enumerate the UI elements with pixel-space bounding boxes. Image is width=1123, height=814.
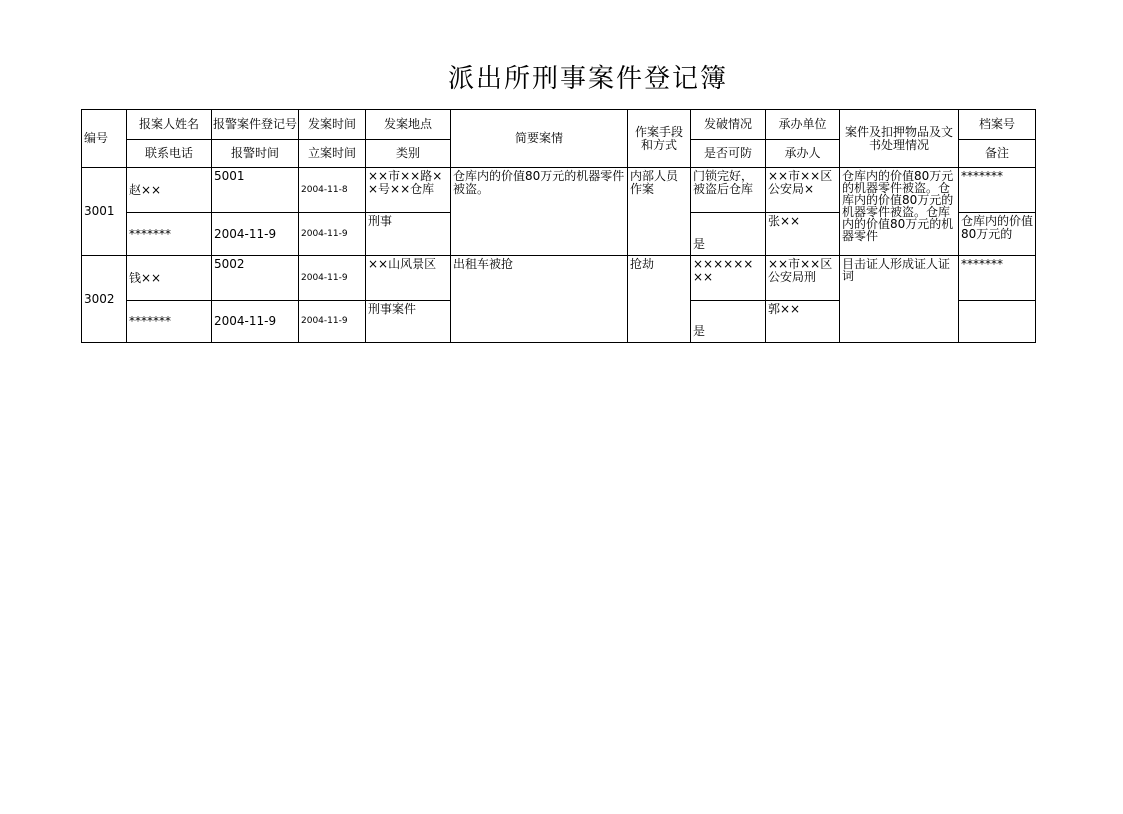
solved-status: ×××××××× — [693, 257, 754, 284]
header-number: 编号 — [84, 131, 109, 145]
header-report-reg-no: 报警案件登记号 — [212, 117, 297, 131]
reporter-name: 钱×× — [129, 270, 162, 285]
archive-no: ******* — [961, 169, 1003, 183]
remarks: 仓库内的价值80万元的 — [961, 214, 1034, 241]
column-divider — [1035, 109, 1036, 343]
header-preventable: 是否可防 — [703, 146, 752, 160]
header-incident-time: 发案时间 — [307, 117, 356, 131]
header-archive-no: 档案号 — [978, 117, 1015, 131]
incident-time: 2004-11-9 — [301, 272, 348, 283]
solved-status: 门锁完好，被盗后仓库 — [693, 169, 754, 196]
case-summary: 仓库内的价值80万元的机器零件被盗。 — [453, 169, 625, 196]
header-report-time: 报警时间 — [230, 146, 279, 160]
contact-phone: ******* — [129, 226, 171, 241]
crime-method: 内部人员作案 — [630, 169, 679, 196]
header-incident-place: 发案地点 — [383, 117, 432, 131]
incident-time: 2004-11-8 — [301, 184, 348, 195]
archive-no: ******* — [961, 257, 1003, 271]
header-filing-time: 立案时间 — [307, 146, 356, 160]
incident-place: ××山风景区 — [368, 257, 437, 271]
header-method: 作案手段和方式 — [634, 124, 683, 152]
report-reg-no: 5001 — [214, 169, 245, 183]
record-number: 3001 — [84, 204, 115, 218]
filing-time: 2004-11-9 — [301, 228, 348, 239]
contact-phone: ******* — [129, 314, 171, 328]
preventable: 是 — [693, 324, 706, 338]
header-handling-unit: 承办单位 — [778, 117, 827, 131]
crime-method: 抢劫 — [630, 257, 655, 271]
report-time: 2004-11-9 — [214, 314, 277, 328]
report-time: 2004-11-9 — [214, 226, 277, 241]
case-handler: 郭×× — [768, 302, 801, 316]
header-category: 类别 — [395, 146, 420, 160]
case-category: 刑事案件 — [368, 302, 417, 316]
row-divider — [81, 342, 1036, 343]
items-handling: 目击证人形成证人证词 — [842, 257, 951, 283]
preventable: 是 — [693, 237, 706, 251]
filing-time: 2004-11-9 — [301, 316, 348, 326]
header-summary: 简要案情 — [514, 131, 563, 145]
header-remarks: 备注 — [984, 146, 1009, 160]
header-phone: 联系电话 — [144, 146, 193, 160]
items-handling: 仓库内的价值80万元的机器零件被盗。仓库内的价值80万元的机器零件被盗。仓库内的价值80万元的机器零件 — [842, 169, 954, 243]
record-number: 3002 — [84, 291, 115, 306]
header-items-handling: 案件及扣押物品及文书处理情况 — [844, 124, 953, 152]
case-summary: 出租车被抢 — [453, 257, 514, 271]
header-solved-status: 发破情况 — [703, 117, 752, 131]
report-reg-no: 5002 — [214, 257, 245, 271]
remarks — [959, 301, 1035, 342]
reporter-name: 赵×× — [129, 182, 162, 197]
page-title: 派出所刑事案件登记簿 — [447, 64, 728, 94]
header-handler: 承办人 — [784, 146, 821, 160]
case-category: 刑事 — [368, 214, 393, 228]
case-handler: 张×× — [768, 214, 801, 228]
handling-unit: ××市××区公安局刑 — [768, 257, 833, 284]
handling-unit: ××市××区公安局× — [768, 169, 833, 196]
header-reporter-name: 报案人姓名 — [138, 117, 199, 131]
incident-place: ××市××路××号××仓库 — [368, 169, 443, 196]
